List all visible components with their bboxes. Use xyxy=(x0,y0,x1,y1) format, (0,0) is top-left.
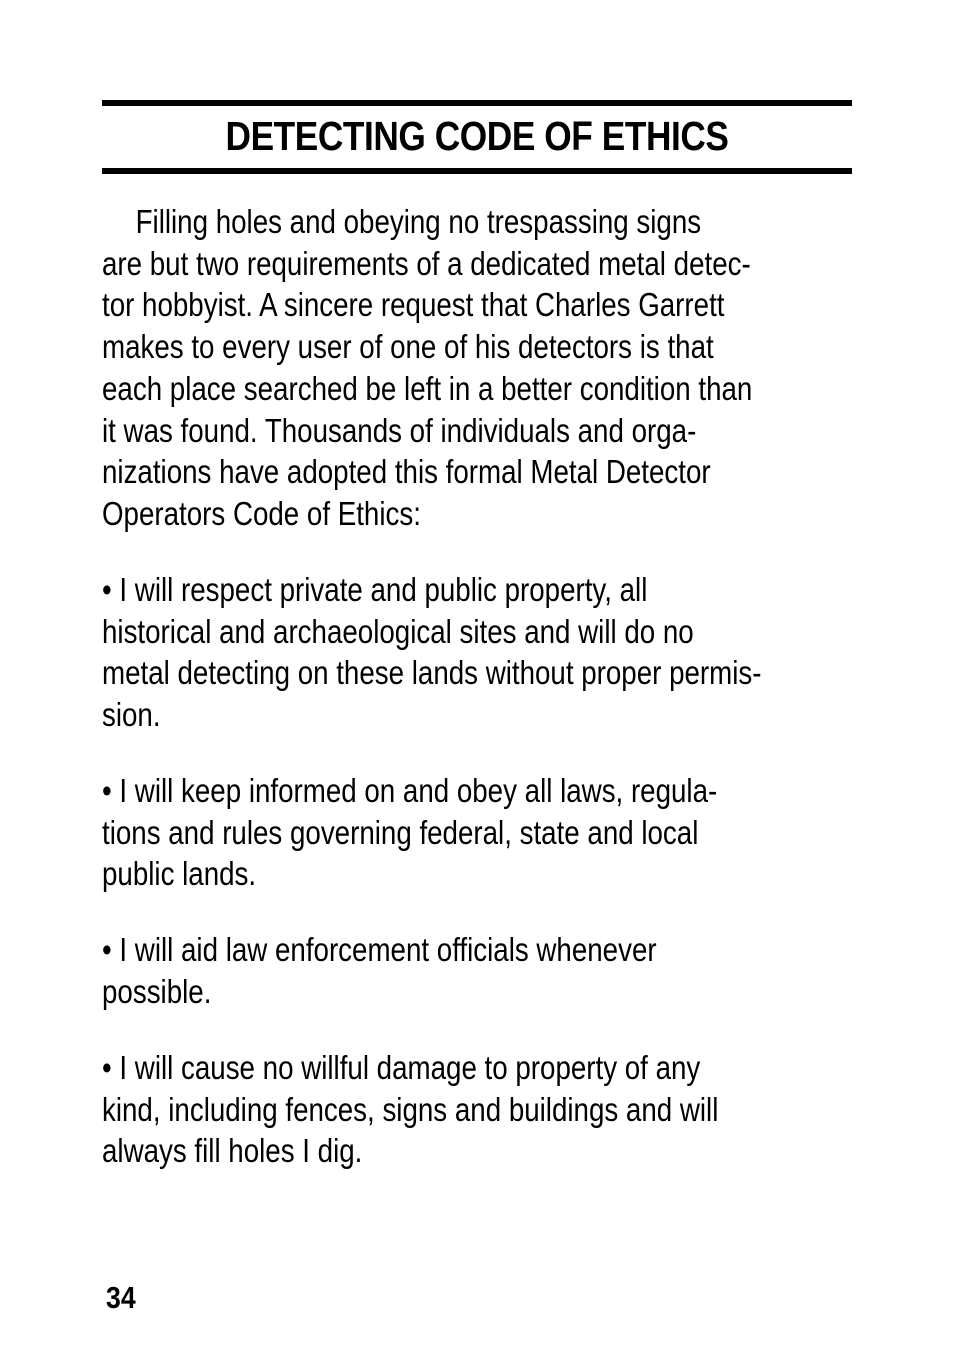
text-line: tor hobbyist. A sincere request that Charles Garrett xyxy=(102,286,725,324)
text-line: nizations have adopted this formal Metal Detector xyxy=(102,453,711,491)
text-line: Filling holes and obeying no trespassing signs xyxy=(135,203,702,240)
text-line: always fill holes I dig. xyxy=(102,1132,363,1170)
title-bottom-rule xyxy=(102,168,852,174)
page-title: DETECTING CODE OF ETHICS xyxy=(225,113,729,159)
text-line: makes to every user of one of his detectors is that xyxy=(102,328,714,366)
text-line: possible. xyxy=(102,972,212,1010)
ethics-item-property xyxy=(102,569,841,736)
page-number: 34 xyxy=(106,1280,136,1315)
text-line: each place searched be left in a better condition than xyxy=(102,369,753,407)
text-line: it was found. Thousands of individuals and orga- xyxy=(102,411,697,449)
text-line: • I will keep informed on and obey all laws, regula- xyxy=(102,772,718,809)
text-line: • I will respect private and public property, all xyxy=(102,571,648,608)
intro-paragraph xyxy=(102,201,841,535)
text-line: metal detecting on these lands without proper permis- xyxy=(102,654,762,692)
ethics-item-law-enforcement xyxy=(102,929,841,1012)
ethics-item-no-damage xyxy=(102,1047,841,1172)
text-line: sion. xyxy=(102,696,161,734)
text-line: are but two requirements of a dedicated metal detec- xyxy=(102,244,751,282)
text-line: tions and rules governing federal, state and local xyxy=(102,813,699,851)
ethics-item-laws xyxy=(102,770,841,895)
text-line: public lands. xyxy=(102,855,257,893)
text-line: historical and archaeological sites and will do no xyxy=(102,612,694,650)
text-line: • I will cause no willful damage to property of any xyxy=(102,1049,701,1086)
text-line: kind, including fences, signs and buildings and will xyxy=(102,1090,719,1128)
title-top-rule xyxy=(102,100,852,106)
text-line: • I will aid law enforcement officials whenever xyxy=(102,931,657,968)
text-line: Operators Code of Ethics: xyxy=(102,494,421,532)
